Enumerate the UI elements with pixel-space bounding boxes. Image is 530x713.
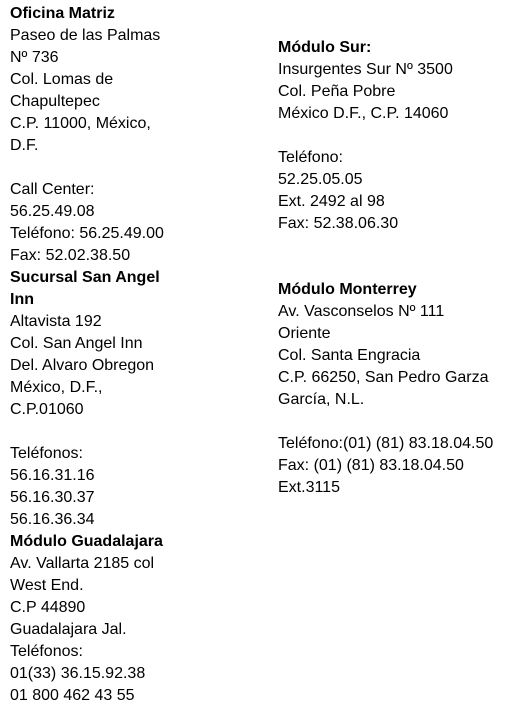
sucursal-san-angel-block [10, 267, 195, 531]
address-line: Col. San Angel Inn [10, 335, 143, 352]
address-line: Paseo de las Palmas [10, 27, 161, 44]
contact-line: Fax: (01) (81) 83.18.04.50 [278, 457, 464, 474]
contact-line: 52.25.05.05 [278, 171, 363, 188]
address-line: México D.F., C.P. 14060 [278, 105, 449, 122]
oficina-matriz-block [10, 3, 195, 267]
modulo-guadalajara-block [10, 531, 195, 707]
info-line: 01 800 462 43 55 [10, 687, 135, 704]
contact-line: Fax: 52.02.38.50 [10, 247, 131, 264]
sucursal-san-angel-title: Sucursal San Angel [10, 269, 160, 286]
contact-line: 56.16.31.16 [10, 467, 95, 484]
sucursal-san-angel-title-cont: Inn [10, 291, 34, 308]
address-line: C.P. 11000, México, [10, 115, 151, 132]
info-line: Av. Vallarta 2185 col [10, 555, 155, 572]
contact-line: Teléfono: 56.25.49.00 [10, 225, 164, 242]
contact-line: Teléfonos: [10, 445, 83, 462]
info-line: West End. [10, 577, 84, 594]
right-column [278, 37, 528, 499]
contact-line: Ext. 2492 al 98 [278, 193, 385, 210]
oficina-matriz-title: Oficina Matriz [10, 5, 115, 22]
spacer [10, 421, 195, 443]
address-line: Col. Lomas de [10, 71, 114, 88]
address-line: C.P. 66250, San Pedro Garza [278, 369, 489, 386]
modulo-sur-title: Módulo Sur: [278, 39, 372, 56]
address-line: Insurgentes Sur Nº 3500 [278, 61, 453, 78]
contact-line: Fax: 52.38.06.30 [278, 215, 399, 232]
address-line: Oriente [278, 325, 331, 342]
contact-line: Call Center: [10, 181, 95, 198]
left-column [10, 3, 195, 707]
info-line: Teléfonos: [10, 643, 83, 660]
contact-line: 56.16.36.34 [10, 511, 95, 528]
spacer [278, 235, 528, 257]
info-line: Guadalajara Jal. [10, 621, 127, 638]
address-line: Altavista 192 [10, 313, 102, 330]
address-line: México, D.F., [10, 379, 103, 396]
modulo-guadalajara-title: Módulo Guadalajara [10, 533, 163, 550]
contact-line: Teléfono: [278, 149, 343, 166]
address-line: C.P.01060 [10, 401, 84, 418]
modulo-monterrey-block [278, 279, 528, 499]
spacer [10, 157, 195, 179]
contact-line: 56.25.49.08 [10, 203, 95, 220]
address-line: D.F. [10, 137, 39, 154]
address-line: Col. Peña Pobre [278, 83, 396, 100]
spacer [278, 257, 528, 279]
address-line: García, N.L. [278, 391, 365, 408]
address-line: Nº 736 [10, 49, 59, 66]
modulo-monterrey-title: Módulo Monterrey [278, 281, 417, 298]
address-line: Del. Alvaro Obregon [10, 357, 155, 374]
spacer [278, 125, 528, 147]
spacer [278, 411, 528, 433]
contact-line: Teléfono:(01) (81) 83.18.04.50 [278, 435, 494, 452]
modulo-sur-block [278, 37, 528, 235]
address-line: Chapultepec [10, 93, 100, 110]
contact-line: Ext.3115 [278, 479, 340, 496]
info-line: C.P 44890 [10, 599, 86, 616]
contact-line: 56.16.30.37 [10, 489, 95, 506]
address-line: Col. Santa Engracia [278, 347, 421, 364]
info-line: 01(33) 36.15.92.38 [10, 665, 146, 682]
address-line: Av. Vasconselos Nº 111 [278, 303, 445, 320]
